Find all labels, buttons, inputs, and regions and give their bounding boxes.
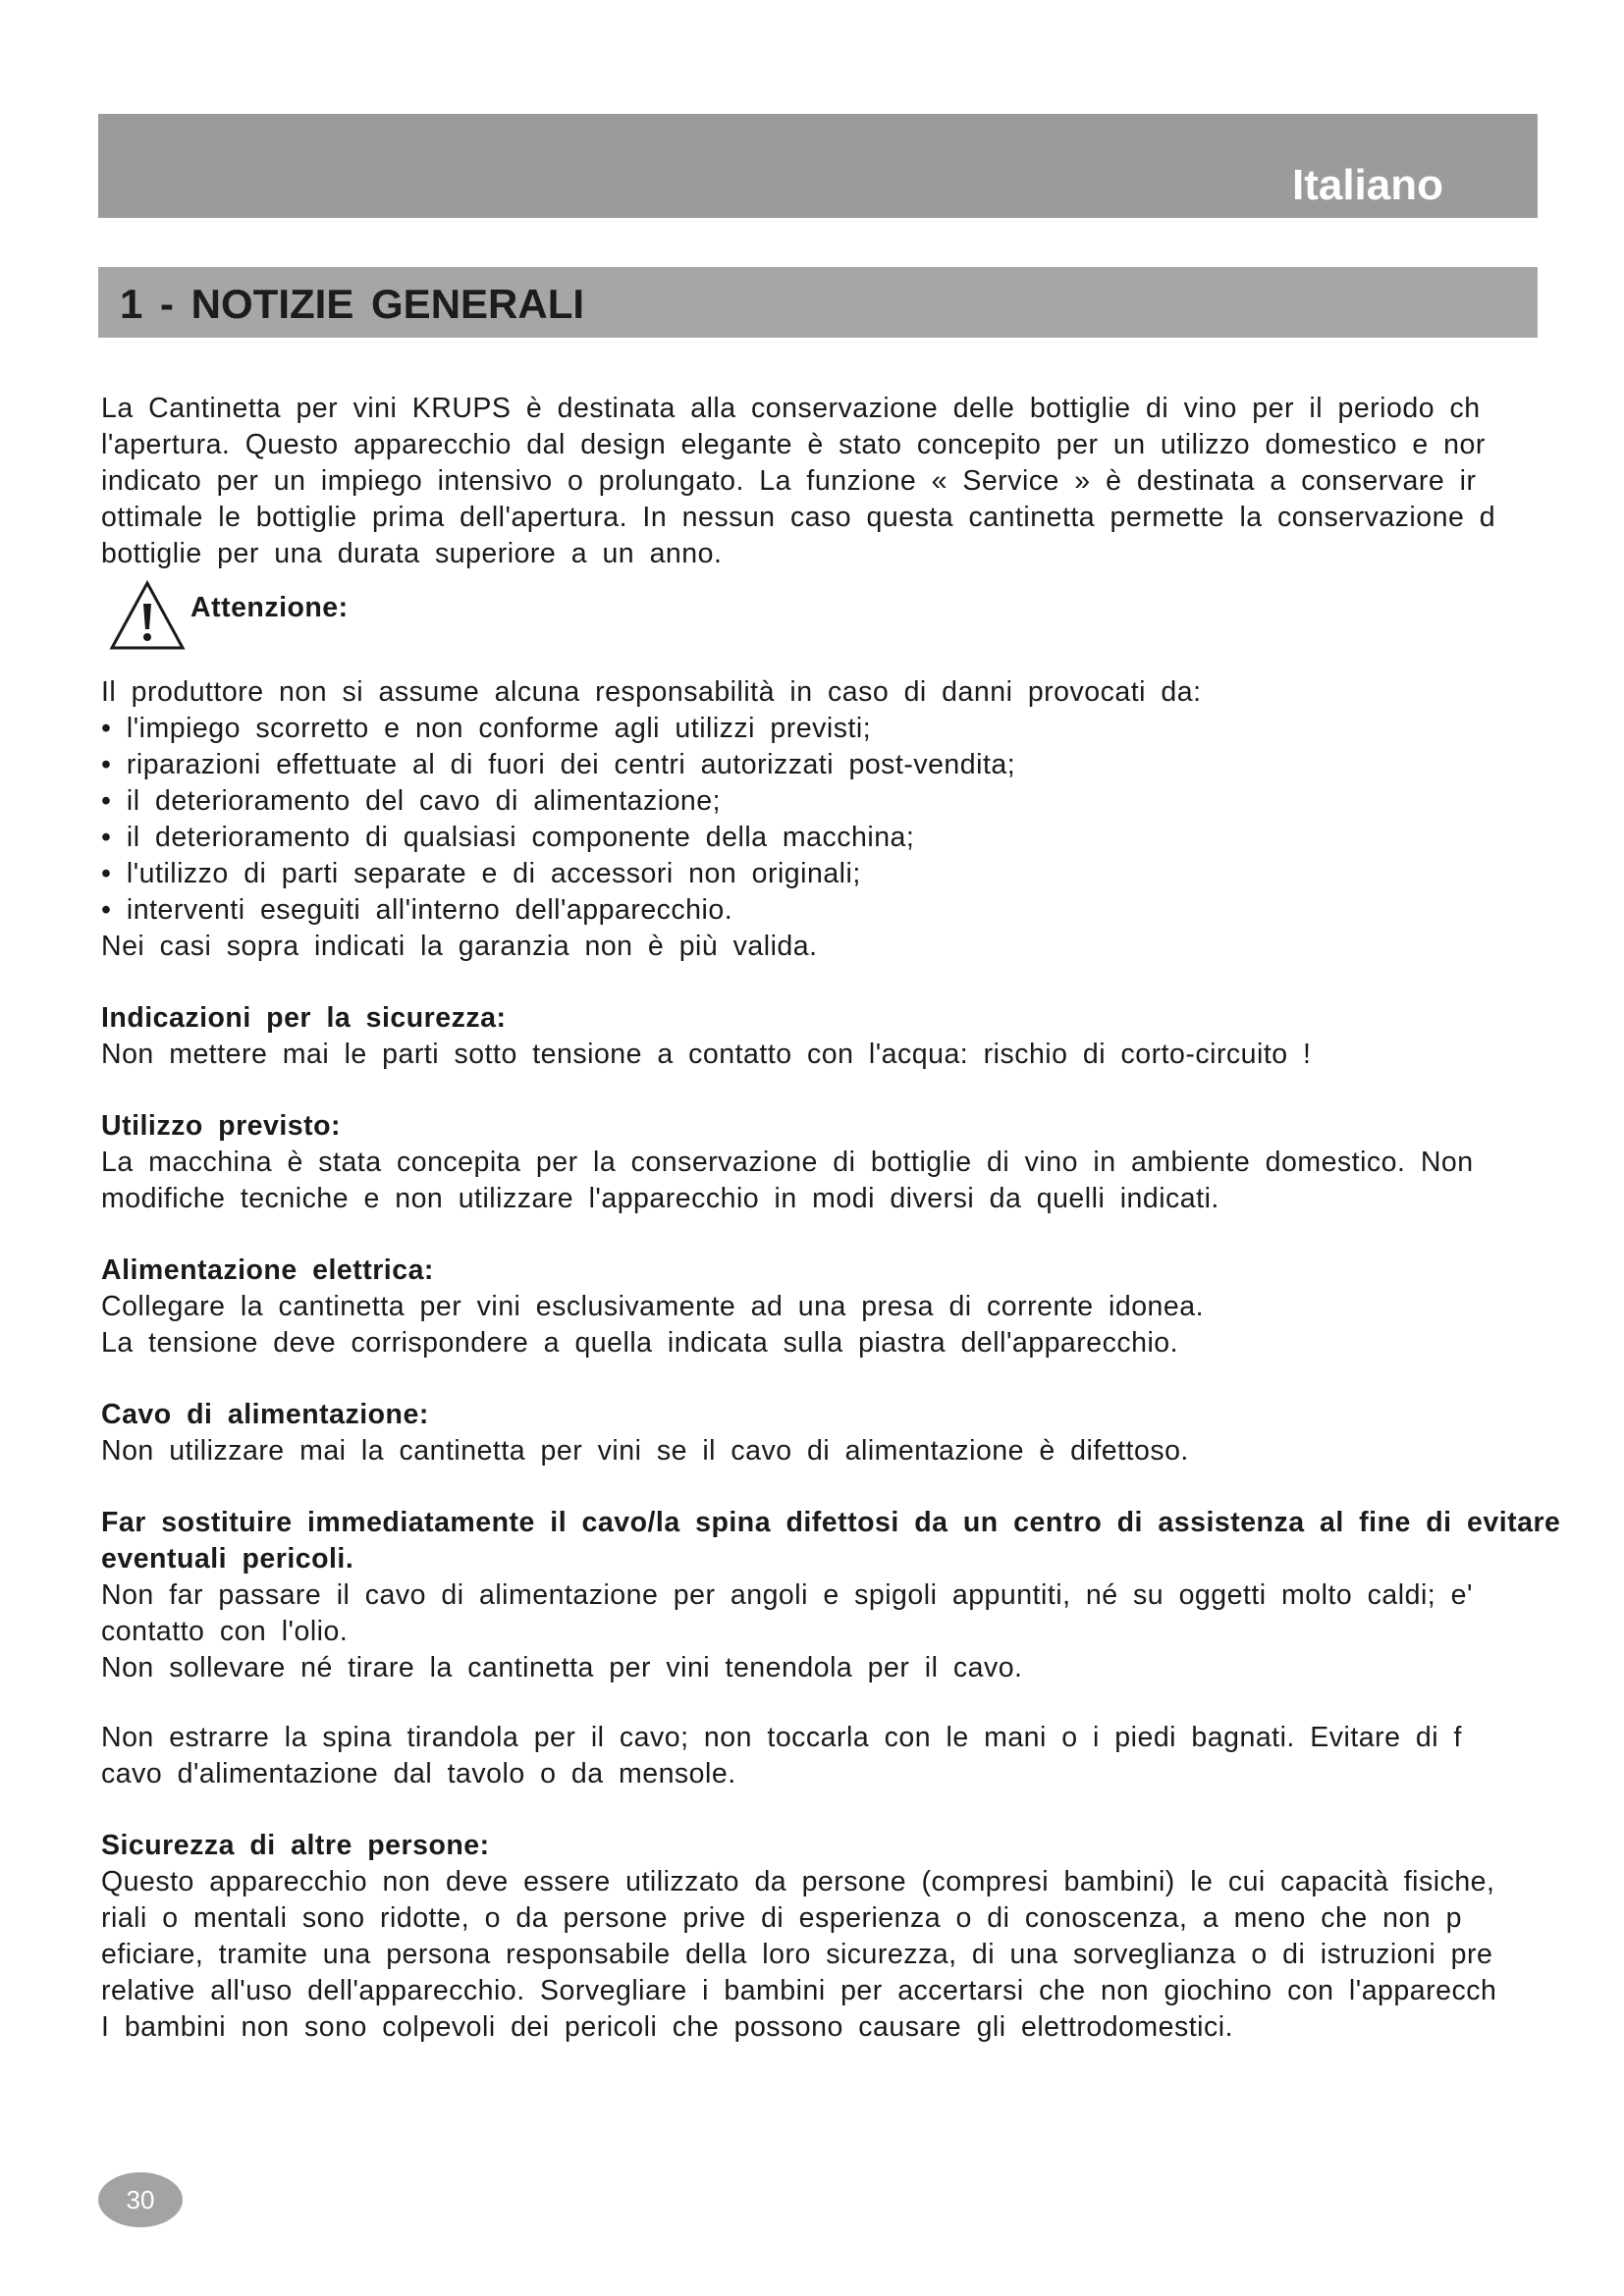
list-item: • l'impiego scorretto e non conforme agli utilizzi previsti; (101, 713, 872, 744)
warning-label: Attenzione: (190, 592, 349, 623)
intended-use-section (101, 1108, 1584, 1217)
page-content (101, 391, 1584, 2046)
text-line: riali o mentali sono ridotte, o da persone prive di esperienza o di conoscenza, a meno che non p (101, 1902, 1462, 1934)
text-line: contatto con l'olio. (101, 1616, 349, 1647)
text-line: Non far passare il cavo di alimentazione per angoli e spigoli appuntiti, né su oggetti molto caldi; e' (101, 1579, 1473, 1611)
subsection-heading: Utilizzo previsto: (101, 1110, 342, 1142)
text-line: Non mettere mai le parti sotto tensione a contatto con l'acqua: rischio di corto-circuito ! (101, 1039, 1312, 1070)
text-line: modifiche tecniche e non utilizzare l'apparecchio in modi diversi da quelli indicati. (101, 1183, 1219, 1214)
text-line: La tensione deve corrispondere a quella indicata sulla piastra dell'apparecchio. (101, 1327, 1179, 1359)
subsection-heading: Sicurezza di altre persone: (101, 1830, 490, 1861)
text-line: Non sollevare né tirare la cantinetta per vini tenendola per il cavo. (101, 1652, 1023, 1683)
text-line: La macchina è stata concepita per la conservazione di bottiglie di vino in ambiente domestico. Non (101, 1147, 1474, 1178)
others-safety-section (101, 1828, 1584, 2046)
replace-cord-section (101, 1505, 1584, 1792)
language-banner (98, 114, 1538, 218)
subsection-heading: Far sostituire immediatamente il cavo/la spina difettosi da un centro di assistenza al fine di evitare (101, 1507, 1561, 1538)
text-line: Collegare la cantinetta per vini esclusivamente ad una presa di corrente idonea. (101, 1291, 1205, 1322)
power-supply-section (101, 1253, 1584, 1362)
text-line: l'apertura. Questo apparecchio dal design elegante è stato concepito per un utilizzo domestico e nor (101, 429, 1486, 460)
section-title: 1 - NOTIZIE GENERALI (120, 281, 585, 327)
text-line: Questo apparecchio non deve essere utilizzato da persone (compresi bambini) le cui capacità fisiche, (101, 1866, 1495, 1897)
text-line: relative all'uso dell'apparecchio. Sorvegliare i bambini per accertarsi che non giochino con l'apparecch (101, 1975, 1497, 2006)
text-line: I bambini non sono colpevoli dei pericoli che possono causare gli elettrodomestici. (101, 2011, 1234, 2043)
power-cord-section (101, 1397, 1584, 1469)
subsection-heading: Alimentazione elettrica: (101, 1255, 434, 1286)
page-number-badge: 30 (98, 2172, 183, 2227)
intro-paragraph (101, 391, 1584, 572)
text-line: La Cantinetta per vini KRUPS è destinata alla conservazione delle bottiglie di vino per il periodo ch (101, 393, 1481, 424)
language-label: Italiano (1291, 161, 1443, 209)
text-line: eficiare, tramite una persona responsabile della loro sicurezza, di una sorveglianza o di istruzioni pre (101, 1939, 1493, 1970)
list-item: • interventi eseguiti all'interno dell'apparecchio. (101, 894, 733, 926)
section-header (98, 267, 1538, 338)
text-line: indicato per un impiego intensivo o prolungato. La funzione « Service » è destinata a conservare ir (101, 465, 1477, 497)
text-line: cavo d'alimentazione dal tavolo o da mensole. (101, 1758, 736, 1789)
list-item: • l'utilizzo di parti separate e di accessori non originali; (101, 858, 861, 889)
subsection-heading: eventuali pericoli. (101, 1543, 354, 1575)
text-line: Nei casi sopra indicati la garanzia non è più valida. (101, 931, 818, 962)
liability-block (101, 674, 1584, 965)
subsection-heading: Indicazioni per la sicurezza: (101, 1002, 507, 1034)
text-line: ottimale le bottiglie prima dell'apertura. In nessun caso questa cantinetta permette la conservazione d (101, 502, 1496, 533)
safety-section (101, 1000, 1584, 1073)
text-line: Non utilizzare mai la cantinetta per vini se il cavo di alimentazione è difettoso. (101, 1435, 1189, 1467)
list-item: • il deterioramento di qualsiasi componente della macchina; (101, 822, 915, 853)
list-item: • riparazioni effettuate al di fuori dei centri autorizzati post-vendita; (101, 749, 1016, 780)
list-item: • il deterioramento del cavo di alimentazione; (101, 785, 722, 817)
text-line: bottiglie per una durata superiore a un anno. (101, 538, 723, 569)
warning-triangle-icon (109, 580, 186, 651)
text-line: Non estrarre la spina tirandola per il cavo; non toccarla con le mani o i piedi bagnati. Evitare di f (101, 1722, 1462, 1753)
text-line: Il produttore non si assume alcuna responsabilità in caso di danni provocati da: (101, 676, 1202, 708)
warning-header (101, 580, 1584, 661)
subsection-heading: Cavo di alimentazione: (101, 1399, 429, 1430)
